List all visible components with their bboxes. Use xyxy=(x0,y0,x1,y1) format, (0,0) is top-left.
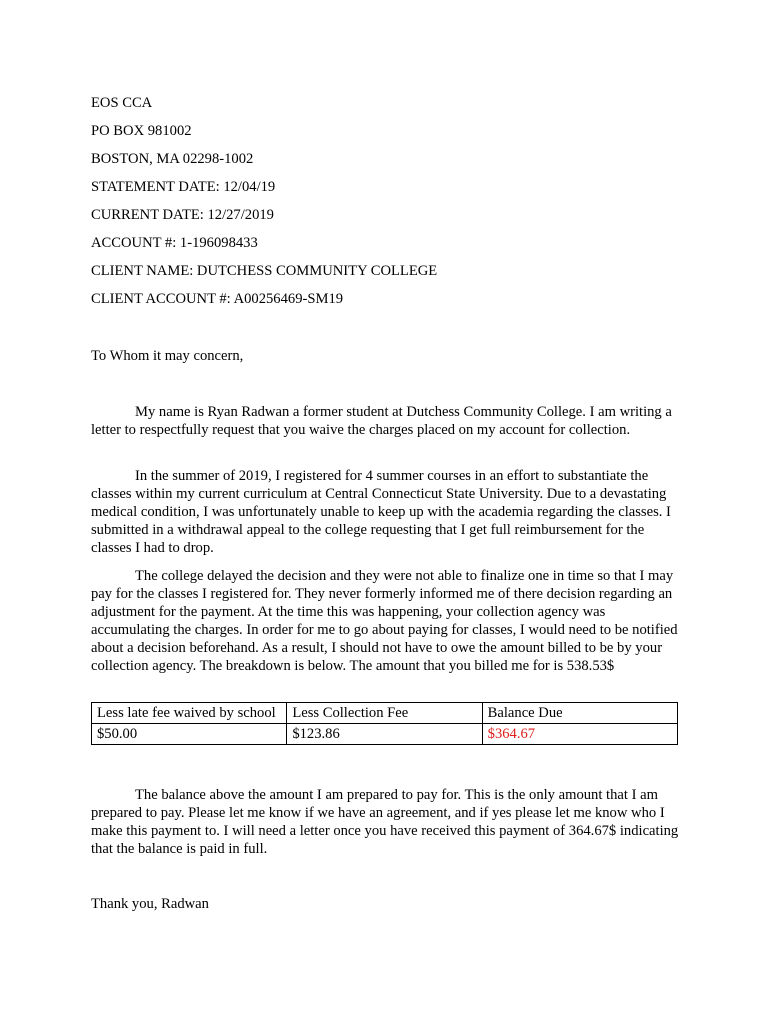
closing-signature: Thank you, Radwan xyxy=(91,896,209,912)
table-header-row xyxy=(92,703,678,724)
paragraph-offer: The balance above the amount I am prepared to pay for. This is the only amount that I am prepared to pay. Please let me know if we have an agreement, and if yes please let me know who I make this payment to. I will need a letter once you have received this payment of 364.67$ indicating that the balance is paid in full. xyxy=(91,787,679,857)
table-value-row xyxy=(92,724,678,745)
collector-city: BOSTON, MA 02298-1002 xyxy=(91,151,254,167)
header-late-fee: Less late fee waived by school xyxy=(92,703,287,724)
paragraph-dispute: The college delayed the decision and they were not able to finalize one in time so that I may pay for the classes I registered for. They never formerly informed me of there decision regarding an adjustment for the payment. At the time this was happening, your collection agency was accumulating the charges. In order for me to go about paying for classes, I would need to be notified about a decision beforehand. As a result, I should not have to owe the amount billed to be by your collection agency. The breakdown is below. The amount that you billed me for is 538.53$ xyxy=(91,568,678,674)
breakdown-table xyxy=(91,702,678,745)
account-number: ACCOUNT #: 1-196098433 xyxy=(91,235,258,251)
value-late-fee: $50.00 xyxy=(92,724,287,745)
statement-date: STATEMENT DATE: 12/04/19 xyxy=(91,179,276,195)
client-account-number: CLIENT ACCOUNT #: A00256469-SM19 xyxy=(91,291,344,307)
value-balance-due: $364.67 xyxy=(482,724,677,745)
header-balance-due: Balance Due xyxy=(482,703,677,724)
current-date: CURRENT DATE: 12/27/2019 xyxy=(91,207,274,223)
greeting: To Whom it may concern, xyxy=(91,348,244,364)
value-collection-fee: $123.86 xyxy=(287,724,482,745)
paragraph-intro: My name is Ryan Radwan a former student at Dutchess Community College. I am writing a letter to respectfully request that you waive the charges placed on my account for collection. xyxy=(91,404,672,438)
client-name: CLIENT NAME: DUTCHESS COMMUNITY COLLEGE xyxy=(91,263,438,279)
paragraph-background: In the summer of 2019, I registered for 4 summer courses in an effort to substantiate the classes within my current curriculum at Central Connecticut State University. Due to a devastating medical condition, I was unfortunately unable to keep up with the academia regarding the classes. I submitted in a withdrawal appeal to the college requesting that I get full reimbursement for the classes I had to drop. xyxy=(91,468,671,556)
header-collection-fee: Less Collection Fee xyxy=(287,703,482,724)
collector-name: EOS CCA xyxy=(91,95,153,111)
collector-po-box: PO BOX 981002 xyxy=(91,123,192,139)
